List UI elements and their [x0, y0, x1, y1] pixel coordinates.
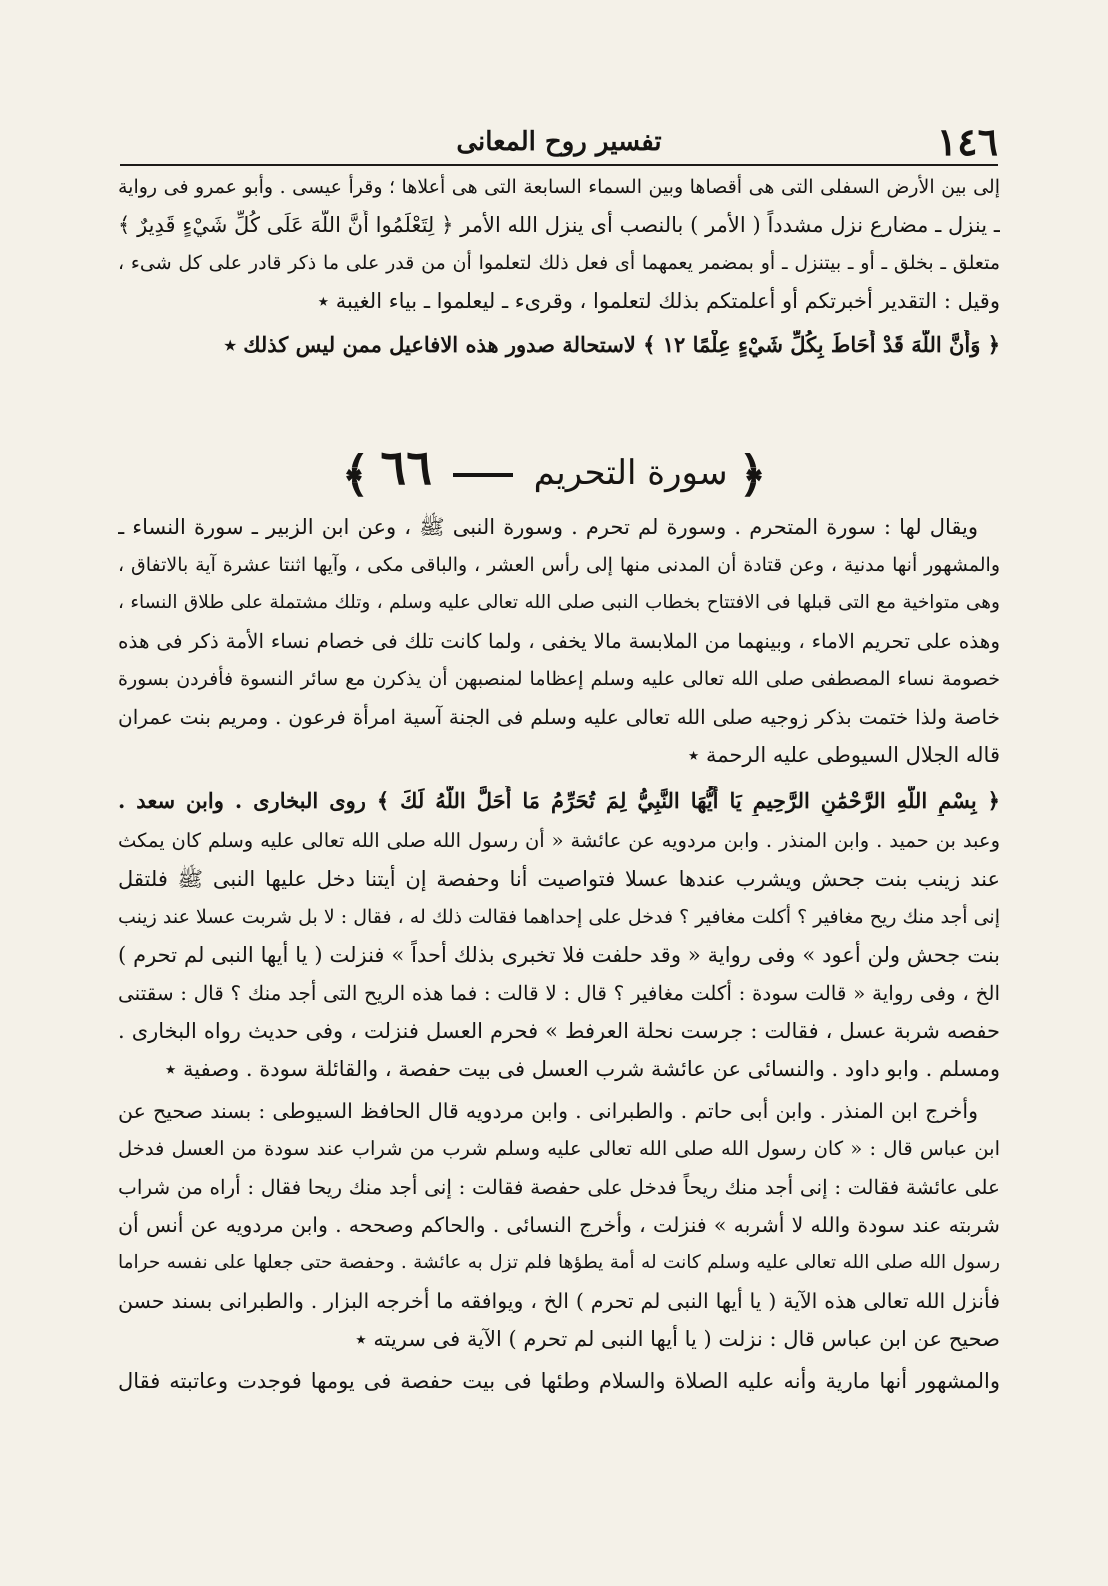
text-line: وأخرج ابن المنذر . وابن أبى حاتم . والطبرانى . وابن مردويه قال الحافظ السيوطى : بسند صحيح عن	[118, 1099, 978, 1123]
text-line: ومسلم . وابو داود . والنسائى عن عائشة شرب العسل فى بيت حفصة ، والقائلة سودة . وصفية ٭	[164, 1057, 1000, 1081]
text-line: صحيح عن ابن عباس قال : نزلت ( يا أيها النبى لم تحرم ) الآية فى سريته ٭	[355, 1327, 1000, 1351]
text-line: وهذه على تحريم الاماء ، وبينهما من الملابسة مالا يخفى ، ولما كانت تلك فى خصام نساء الأمة ذكر فى هذه	[118, 629, 1000, 653]
text-line: والمشهور أنها مارية وأنه عليه الصلاة والسلام وطئها فى بيت حفصة فى يومها فوجدت وعاتبته فقال	[118, 1369, 1000, 1393]
text-line: شربته عند سودة والله لا أشربه » فنزلت ، وأخرج النسائى . والحاكم وصححه . وابن مردويه عن أنس أن	[118, 1213, 1000, 1237]
text-line: إلى بين الأرض السفلى التى هى أقصاها وبين السماء السابعة التى هى أعلاها ؛ وقرأ عيسى . وأبو عمرو فى رواية	[118, 176, 1000, 198]
text-line: ـ ينزل ـ مضارع نزل مشدداً ( الأمر ) بالنصب أى ينزل الله الأمر ﴿ لِتَعْلَمُوا أَنَّ اللَّهَ عَلَى كُلِّ شَيْءٍ قَدِيرٌ ﴾	[118, 213, 1000, 237]
text-line: والمشهور أنها مدنية ، وعن قتادة أن المدنى منها إلى رأس العشر ، والباقى مكى ، وآيها اثنتا عشرة آية بالاتفاق ،	[118, 554, 1000, 576]
surah-name: سورة التحريم	[533, 453, 728, 493]
running-title: تفسير روح المعانى	[456, 127, 662, 157]
text-line: فأنزل الله تعالى هذه الآية ( يا أيها النبى لم تحرم ) الخ ، ويوافقه ما أخرجه البزار . والطبرانى بسند حسن	[118, 1289, 1000, 1313]
page-header	[120, 119, 998, 164]
text-line: بنت جحش ولن أعود » وفى رواية « وقد حلفت فلا تخبرى بذلك أحداً » فنزلت ( يا أيها النبى لم تحرم )	[118, 943, 1000, 967]
text-line: ابن عباس قال : « كان رسول الله صلى الله تعالى عليه وسلم شرب من شراب عند سودة من العسل فدخل	[118, 1137, 1000, 1160]
text-line: وهى متواخية مع التى قبلها فى الافتتاح بخطاب النبى صلى الله تعالى عليه وسلم ، وتلك مشتملة على طلاق النساء ،	[118, 592, 1000, 613]
text-line: متعلق ـ بخلق ـ أو ـ بيتنزل ـ أو بمضمر يعمهما أى فعل ذلك لتعلموا أن من قدر على ما ذكر قادر على كل شىء ،	[118, 252, 1000, 274]
text-line: وقيل : التقدير أخبرتكم أو أعلمتكم بذلك لتعلموا ، وقرىء ـ ليعلموا ـ بياء الغيبة ٭	[317, 289, 1000, 313]
text-line: وعبد بن حميد . وابن المنذر . وابن مردويه عن عائشة « أن رسول الله صلى الله تعالى عليه وسلم كان يمكث	[118, 829, 1000, 852]
ornament-close: ﴾	[341, 447, 370, 503]
verse-line: ﴿ وَأَنَّ اللَّهَ قَدْ أَحَاطَ بِكُلِّ شَيْءٍ عِلْمًا ١٢ ﴾ لاستحالة صدور هذه الافاعيل ممن ليس كذلك ٭	[224, 332, 1000, 357]
verse-line: ﴿ بِسْمِ اللَّهِ الرَّحْمَٰنِ الرَّحِيمِ يَا أَيُّهَا النَّبِيُّ لِمَ تُحَرِّمُ مَا أَحَلَّ اللَّهُ لَكَ ﴾ روى البخارى . وابن سعد .	[118, 788, 1000, 813]
text-line: ويقال لها : سورة المتحرم . وسورة لم تحرم . وسورة النبى ﷺ ، وعن ابن الزبير ـ سورة النساء ـ	[118, 515, 978, 539]
text-line: حفصه شربة عسل ، فقالت : جرست نحلة العرفط » فحرم العسل فنزلت ، وفى حديث رواه البخارى .	[118, 1019, 1000, 1043]
surah-heading	[0, 440, 1108, 503]
text-line: إنى أجد منك ريح مغافير ؟ أكلت مغافير ؟ فدخل على إحداهما فقالت ذلك له ، فقال : لا بل شربت عسلا عند زينب	[118, 906, 1000, 928]
page-number: ١٤٦	[936, 119, 998, 164]
header-rule	[120, 164, 998, 166]
ornament-open: ﴿	[738, 447, 767, 503]
text-line: على عائشة فقالت : إنى أجد منك ريحاً فدخل على حفصة فقالت : إنى أجد منك ريحا فقال : أراه من شراب	[118, 1175, 1000, 1199]
text-line: عند زينب بنت جحش ويشرب عندها عسلا فتواصيت أنا وحفصة إن أيتنا دخل عليها النبى ﷺ فلتقل	[118, 867, 1000, 891]
text-line: قاله الجلال السيوطى عليه الرحمة ٭	[687, 743, 1000, 767]
text-line: خاصة ولذا ختمت بذكر زوجيه صلى الله تعالى عليه وسلم فى الجنة آسية امرأة فرعون . ومريم بنت عمران	[118, 705, 1000, 729]
surah-number: ٦٦	[380, 440, 432, 496]
heading-dash	[453, 473, 513, 477]
text-line: الخ ، وفى رواية « قالت سودة : أكلت مغافير ؟ قال : لا قالت : فما هذه الريح التى أجد منك ؟ قال : سقتنى	[118, 981, 1000, 1005]
text-line: خصومة نساء المصطفى صلى الله تعالى عليه وسلم إعظاما لمنصبهن أن يذكرن مع سائر النسوة فأفردن بسورة	[118, 668, 1000, 690]
text-line: رسول الله صلى الله تعالى عليه وسلم كانت له أمة يطؤها فلم تزل به عائشة . وحفصة حتى جعلها على نفسه حراما	[118, 1252, 1000, 1273]
